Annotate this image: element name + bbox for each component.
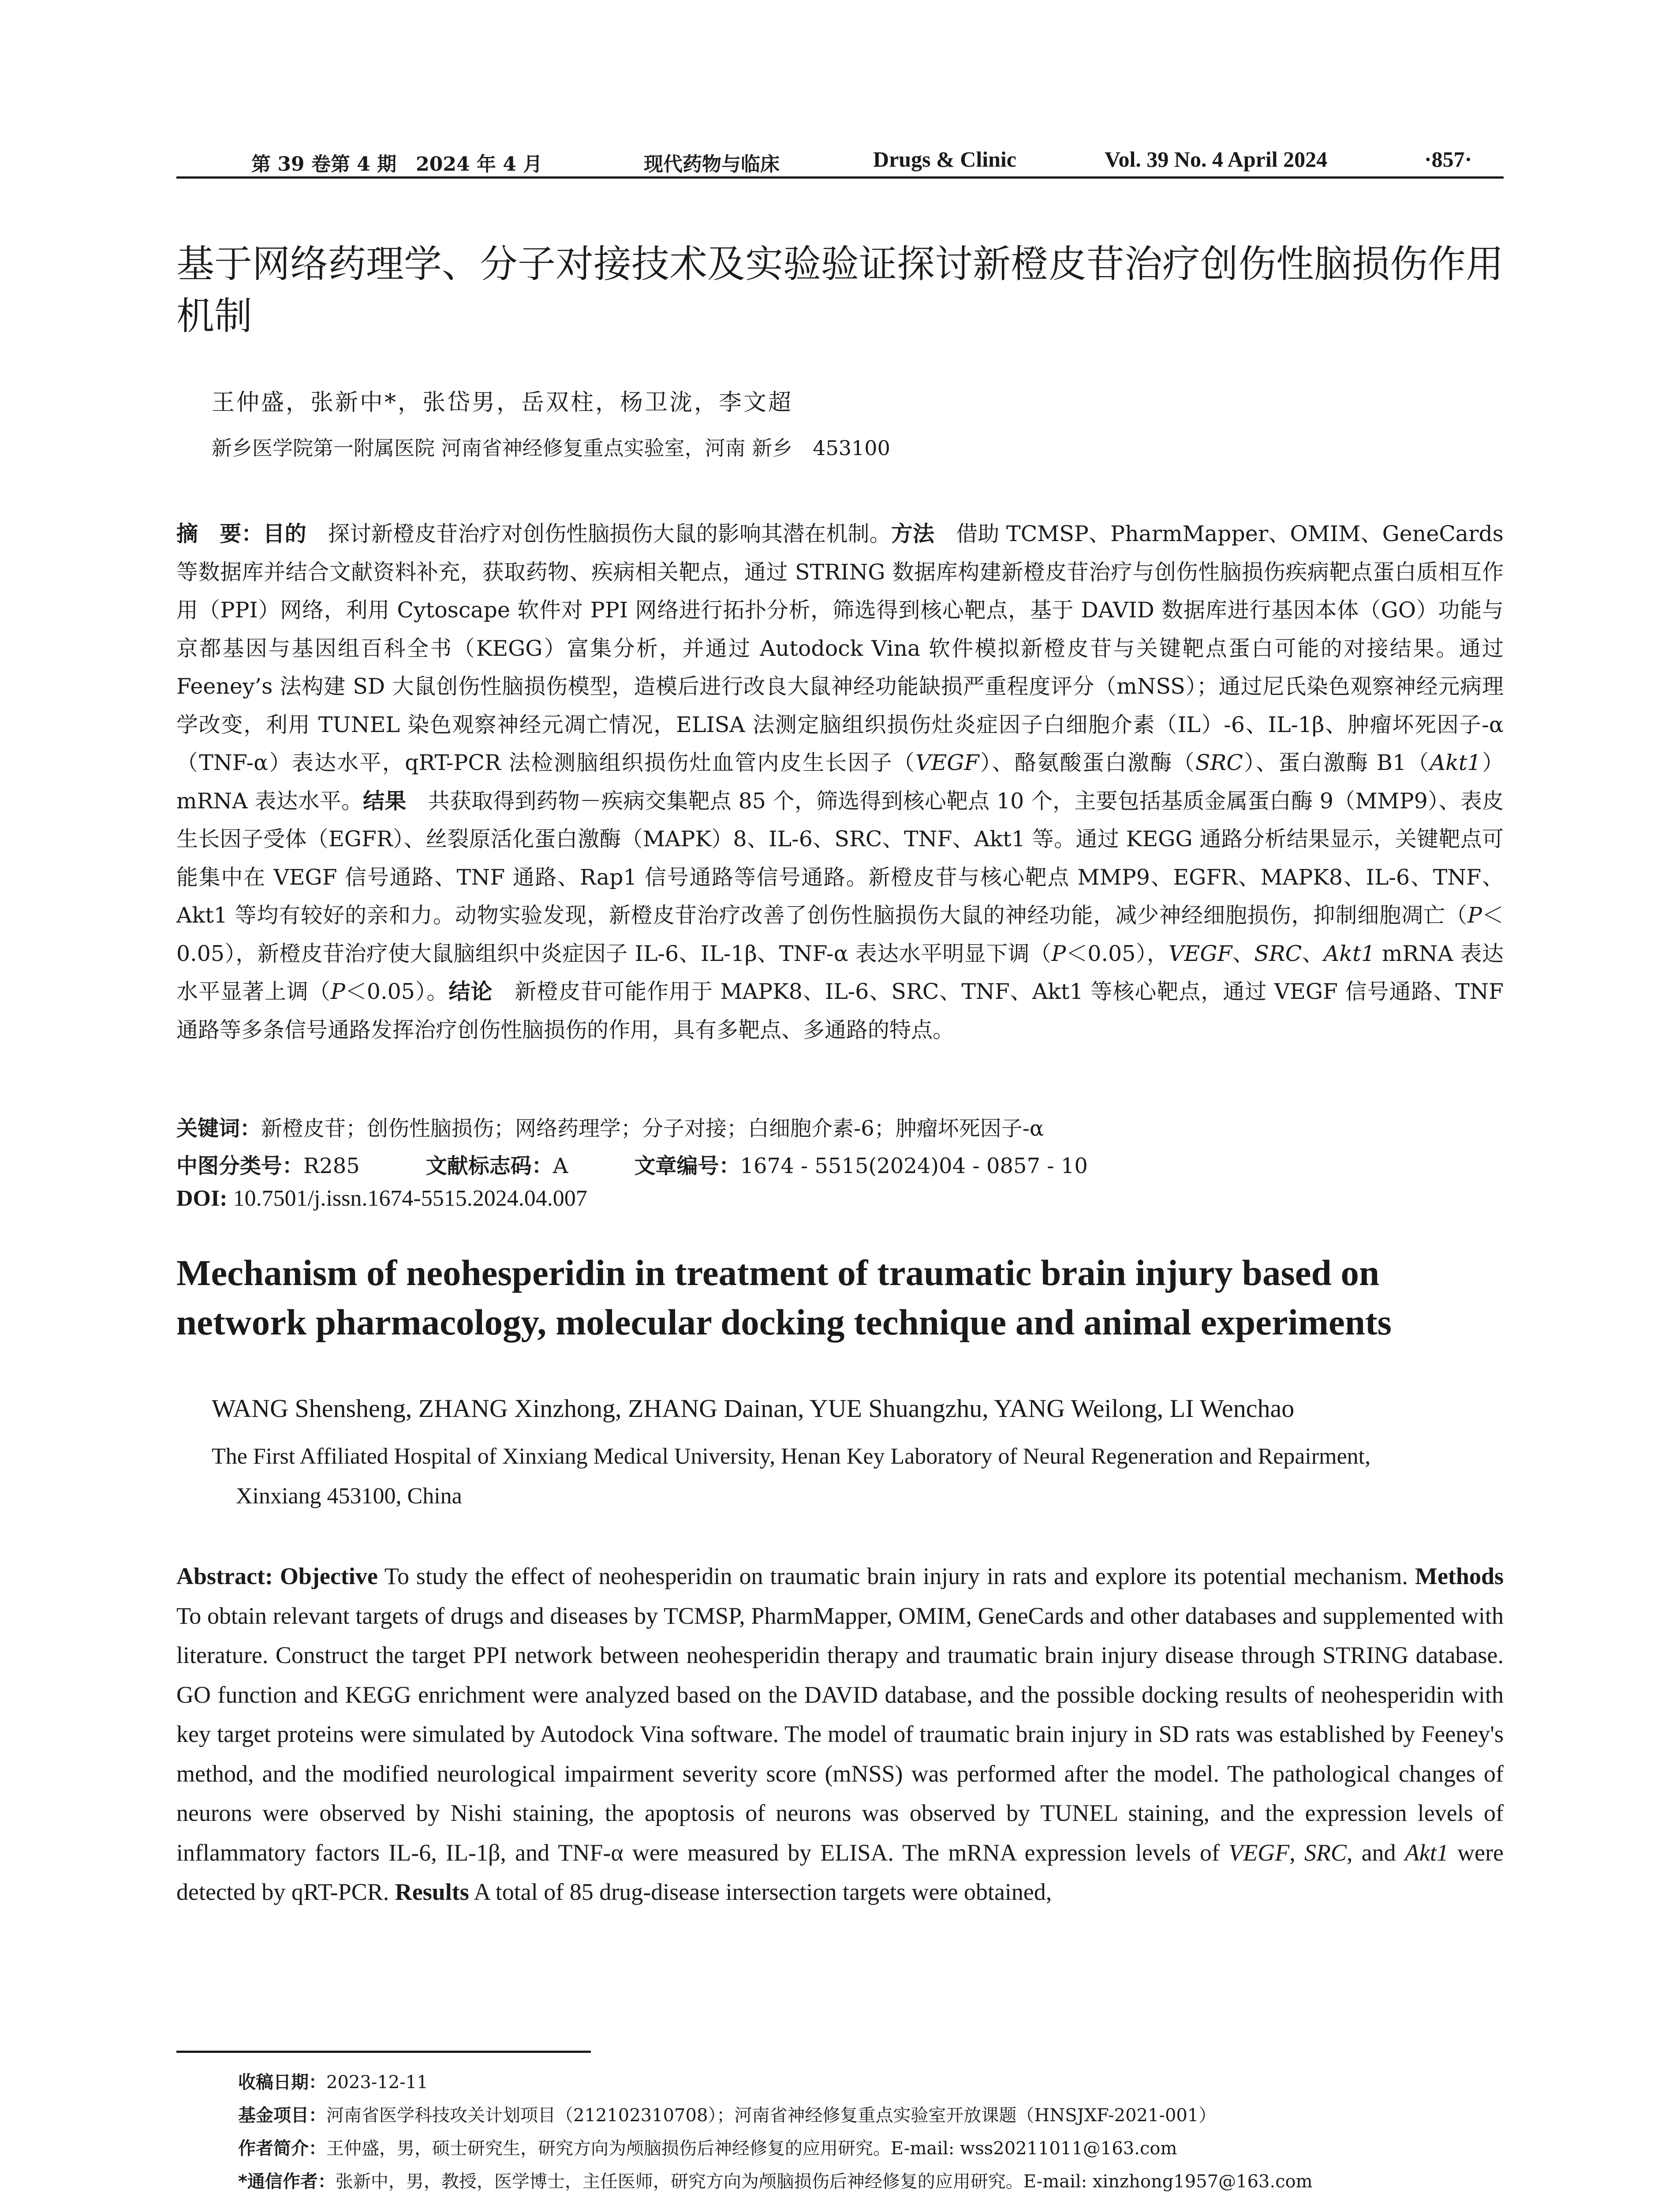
methods-text-cn-4: ）mRNA 表达水平。 [176,750,1504,814]
header-journal-en: Drugs & Clinic [873,147,1016,172]
header-journal-cn: 现代药物与临床 [644,153,780,176]
classification-line [176,1149,1504,1179]
results-text-en: A total of 85 drug-disease intersection targets were obtained, [469,1879,1052,1905]
methods-text-en-2: were detected by qRT-PCR. [176,1839,1504,1905]
gene-vegf-cn: VEGF [915,750,979,775]
abstract-objective-label-en: Abstract: Objective [176,1563,378,1589]
gene-akt1-cn: Akt1 [1430,750,1481,775]
keywords-label-cn: 关键词： [176,1116,261,1141]
methods-label-cn: 方法 [891,521,934,546]
objective-text-en: To study the effect of neohesperidin on traumatic brain injury in rats and explore its potential mechanism. [377,1563,1415,1589]
affiliation-en [212,1437,1504,1516]
p-value-symbol: P [1051,941,1066,966]
footnote-received [238,2068,428,2093]
footnote-author [238,2134,1177,2160]
abstract-label-cn: 摘 要： [176,521,263,546]
footnote-fund [238,2101,1216,2127]
footnote-text: 2023-12-11 [326,2072,428,2093]
p-value-symbol: P [1467,903,1482,928]
methods-text-cn-1: 借助 TCMSP、PharmMapper、OMIM、GeneCards 等数据库并结合文献资料补充，获取药物、疾病相关靶点，通过 STRING 数据库构建新橙皮苷治疗与创伤性脑损伤疾病靶点蛋白质相互作用（PPI）网络，利用 Cytoscape 软件对 PPI 网络进行拓扑分析，筛选得到核心靶点，基于 DAVID 数据库进行基因本体（GO）功能与京都基因与基因组百科全书（KEGG）富集分析，并通过 Autodock Vina 软件模拟新橙皮苷与关键靶点蛋白可能的对接结果。通过 Feeney’s 法构建 SD 大鼠创伤性脑损伤模型，造模后进行改良大鼠神经功能缺损严重程度评分（mNSS）；通过尼氏染色观察神经元病理学改变，利用 TUNEL 染色观察神经元凋亡情况，ELISA 法测定脑组织损伤灶炎症因子白细胞介素（IL）-6、IL-1β、肿瘤坏死因子-α（TNF-α）表达水平，qRT-PCR 法检测脑组织损伤灶血管内皮生长因子（ [176,521,1504,775]
doi-label: DOI: [176,1186,228,1211]
gene-vegf-cn: VEGF [1169,941,1232,966]
footnote-text: 张新中，男，教授，医学博士，主任医师，研究方向为颅脑损伤后神经修复的应用研究。E-mail: xinzhong1957@163.com [335,2171,1313,2192]
keywords-cn [176,1111,1504,1142]
footnote-label: 基金项目： [238,2105,326,2126]
header-issue-en: Vol. 39 No. 4 April 2024 [1105,147,1328,172]
article-id-value: 1674 - 5515(2024)04 - 0857 - 10 [740,1154,1088,1178]
gene-src-en: SRC [1304,1839,1347,1866]
footnote-text: 河南省医学科技攻关计划项目（212102310708）；河南省神经修复重点实验室开放课题（HNSJXF-2021-001） [326,2105,1217,2126]
results-p2-cn: ＜0.05）， [1066,941,1169,966]
gene-akt1-en: Akt1 [1404,1839,1449,1866]
footnote-label: *通信作者： [238,2171,336,2192]
keywords-text-cn: 新橙皮苷；创伤性脑损伤；网络药理学；分子对接；白细胞介素-6；肿瘤坏死因子-α [261,1116,1044,1141]
doi-value: 10.7501/j.issn.1674-5515.2024.04.007 [227,1186,587,1211]
results-label-cn: 结果 [363,788,407,814]
authors-cn: 王仲盛，张新中*，张岱男，岳双柱，杨卫泷，李文超 [212,389,793,416]
affiliation-en-line-2: Xinxiang 453100, China [236,1484,462,1509]
gene-akt1-cn: Akt1 [1324,941,1375,966]
doi-line [176,1185,1504,1211]
footnote-label: 作者简介： [238,2138,326,2159]
results-label-en: Results [395,1879,469,1905]
results-text-cn-2: mRNA 表达水平显著上调（ [176,941,1504,1004]
footnote-divider [176,2051,591,2053]
footnote-label: 收稿日期： [238,2072,326,2093]
title-en: Mechanism of neohesperidin in treatment of traumatic brain injury based on network pharmacology, molecular docking technique and animal experiments [176,1252,1392,1342]
affiliation-cn: 新乡医学院第一附属医院 河南省神经修复重点实验室，河南 新乡 453100 [212,436,890,460]
footnote-corresponding [238,2168,1313,2193]
p-value-symbol: P [330,979,345,1004]
clc-value: R285 [303,1154,360,1178]
authors-en: WANG Shensheng, ZHANG Xinzhong, ZHANG Dainan, YUE Shuangzhu, YANG Weilong, LI Wenchao [212,1394,1295,1423]
methods-text-cn-2: ）、酪氨酸蛋白激酶（ [979,750,1195,775]
methods-label-en: Methods [1415,1563,1504,1589]
abstract-cn [176,515,1504,1049]
header-issue-cn: 第 39 卷第 4 期 2024 年 4 月 [251,153,543,176]
gene-src-cn: SRC [1254,941,1302,966]
objective-text-cn: 探讨新橙皮苷治疗对创伤性脑损伤大鼠的影响其潜在机制。 [306,521,891,546]
sep-en: , and [1346,1839,1405,1866]
doc-code-value: A [553,1154,568,1178]
results-p3-cn: ＜0.05）。 [345,979,449,1004]
affiliation-en-line-1: The First Affiliated Hospital of Xinxiang Medical University, Henan Key Laboratory of Neural Regeneration and Repairment, [212,1444,1371,1469]
methods-text-cn-3: ）、蛋白激酶 B1（ [1243,750,1430,775]
sep-en: , [1289,1839,1304,1866]
footnote-text: 王仲盛，男，硕士研究生，研究方向为颅脑损伤后神经修复的应用研究。E-mail: wss20211011@163.com [326,2138,1177,2159]
abstract-en [176,1557,1504,1912]
objective-label-cn: 目的 [263,521,306,546]
running-header [176,146,1504,179]
header-page-number: ·857· [1424,147,1472,172]
clc-label: 中图分类号： [176,1154,304,1178]
gene-src-cn: SRC [1195,750,1243,775]
results-text-cn-1: 共获取得到药物－疾病交集靶点 85 个，筛选得到核心靶点 10 个，主要包括基质金属蛋白酶 9（MMP9）、表皮生长因子受体（EGFR）、丝裂原活化蛋白激酶（MAPK）8、IL-6、SRC、TNF、Akt1 等。通过 KEGG 通路分析结果显示，关键靶点可能集中在 VEGF 信号通路、TNF 通路、Rap1 信号通路等信号通路。新橙皮苷与核心靶点 MMP9、EGFR、MAPK8、IL-6、TNF、Akt1 等均有较好的亲和力。动物实验发现，新橙皮苷治疗改善了创伤性脑损伤大鼠的神经功能，减少神经细胞损伤，抑制细胞凋亡（ [176,788,1504,928]
conclusion-text-cn: 新橙皮苷可能作用于 MAPK8、IL-6、SRC、TNF、Akt1 等核心靶点，通过 VEGF 信号通路、TNF 通路等多条信号通路发挥治疗创伤性脑损伤的作用，具有多靶点、多通路的特点。 [176,979,1504,1043]
article-id-label: 文章编号： [634,1154,740,1178]
results-sep-cn: 、 [1302,941,1324,966]
title-cn: 基于网络药理学、分子对接技术及实验验证探讨新橙皮苷治疗创伤性脑损伤作用机制 [176,242,1504,338]
methods-text-en-1: To obtain relevant targets of drugs and diseases by TCMSP, PharmMapper, OMIM, GeneCards and other databases and supplemented with literature. Construct the target PPI network between neohesperidin therapy and traumatic brain injury disease through STRING database. GO function and KEGG enrichment were analyzed based on the DAVID database, and the possible docking results of neohesperidin with key target proteins were simulated by Autodock Vina software. The model of traumatic brain injury in SD rats was established by Feeney's method, and the modified neurological impairment severity score (mNSS) was performed after the model. The pathological changes of neurons were observed by Nishi staining, the apoptosis of neurons was observed by TUNEL staining, and the expression levels of inflammatory factors IL-6, IL-1β, and TNF-α were measured by ELISA. The mRNA expression levels of [176,1602,1504,1866]
results-p1-cn: ＜0.05），新橙皮苷治疗使大鼠脑组织中炎症因子 IL-6、IL-1β、TNF-α 表达水平明显下调（ [176,903,1504,966]
doc-code-label: 文献标志码： [426,1154,553,1178]
results-sep-cn: 、 [1232,941,1254,966]
gene-vegf-en: VEGF [1228,1839,1290,1866]
conclusion-label-cn: 结论 [448,979,493,1004]
